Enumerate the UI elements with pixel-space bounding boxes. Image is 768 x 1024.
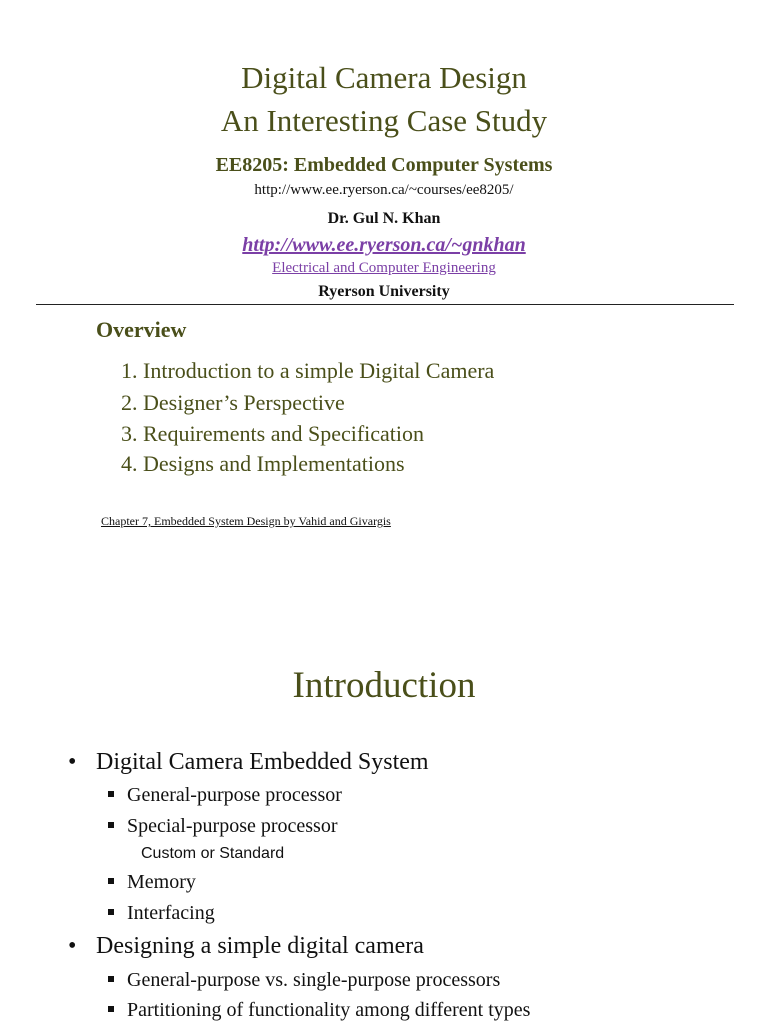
slide-title-line1: Digital Camera Design [241,60,527,95]
divider [36,304,734,305]
bullet-level2 [108,901,215,925]
bullet-text: Partitioning of functionality among different types [127,999,531,1021]
bullet-dot-icon: • [68,749,77,775]
course-url: http://www.ee.ryerson.ca/~courses/ee8205/ [254,182,514,198]
bullet-text: Special-purpose processor [127,815,338,837]
bullet-text: Designing a simple digital camera [96,933,424,959]
overview-heading: Overview [96,317,187,342]
bullet-text: Digital Camera Embedded System [96,749,429,775]
overview-item: 4. Designs and Implementations [121,451,405,476]
bullet-dot-icon: • [68,933,77,959]
bullet-level2 [108,998,530,1022]
overview-item: 1. Introduction to a simple Digital Camera [121,358,495,383]
bullet-text: Interfacing [127,902,215,924]
chapter-reference-link[interactable]: Chapter 7, Embedded System Design by Vahid and Givargis [101,514,391,528]
course-name: EE8205: Embedded Computer Systems [215,154,553,176]
square-bullet-icon [108,1006,114,1012]
square-bullet-icon [108,822,114,828]
overview-item: 2. Designer’s Perspective [121,390,345,415]
bullet-level2 [108,783,342,807]
bullet-text: General-purpose vs. single-purpose processors [127,969,501,991]
square-bullet-icon [108,976,114,982]
square-bullet-icon [108,878,114,884]
author-link[interactable]: http://www.ee.ryerson.ca/~gnkhan [242,234,526,256]
bullet-text: General-purpose processor [127,784,342,806]
bullet-level2 [108,814,338,838]
bullet-text: Memory [127,871,196,893]
slide-title-line2: An Interesting Case Study [220,103,548,138]
bullet-level3-note: Custom or Standard [141,845,285,862]
bullet-level2 [108,968,500,992]
bullet-level1 [68,747,429,777]
slide-title-introduction: Introduction [292,665,476,706]
square-bullet-icon [108,909,114,915]
university-name: Ryerson University [318,283,450,300]
bullet-level2 [108,870,196,894]
overview-item: 3. Requirements and Specification [121,421,425,446]
bullet-level1 [68,931,424,961]
square-bullet-icon [108,791,114,797]
department-link[interactable]: Electrical and Computer Engineering [272,260,496,276]
author-name: Dr. Gul N. Khan [327,210,441,227]
